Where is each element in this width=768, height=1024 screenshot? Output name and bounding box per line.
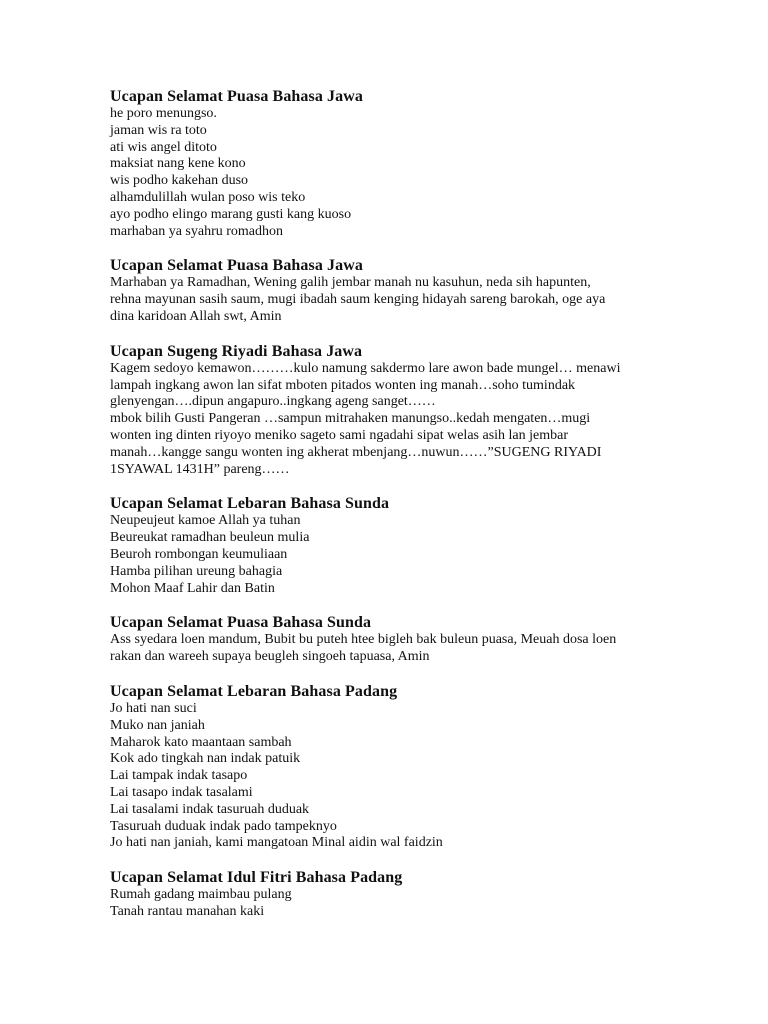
text-line: Hamba pilihan ureung bahagia: [110, 563, 283, 579]
text-line: Mohon Maaf Lahir dan Batin: [110, 580, 275, 596]
section-4: [110, 494, 710, 597]
text-line: alhamdulillah wulan poso wis teko: [110, 189, 306, 205]
section-title: Ucapan Selamat Puasa Bahasa Jawa: [110, 88, 364, 105]
section-title: Ucapan Selamat Puasa Bahasa Jawa: [110, 257, 364, 275]
section-title: Ucapan Selamat Idul Fitri Bahasa Padang: [110, 869, 403, 887]
text-line: Kok ado tingkah nan indak patuik: [110, 751, 301, 767]
text-line: Lai tasapo indak tasalami: [110, 784, 253, 800]
text-line: Jo hati nan janiah, kami mangatoan Minal aidin wal faidzin: [110, 835, 443, 851]
text-line: dina karidoan Allah swt, Amin: [110, 308, 282, 324]
text-line: Muko nan janiah: [110, 717, 205, 733]
section-title: Ucapan Selamat Puasa Bahasa Sunda: [110, 614, 372, 632]
text-line: manah…kangge sangu wonten ing akherat mbenjang…nuwun……”SUGENG RIYADI: [110, 444, 602, 460]
section-title: Ucapan Selamat Lebaran Bahasa Sunda: [110, 495, 390, 513]
text-line: wis podho kakehan duso: [110, 173, 249, 189]
section-7: [110, 868, 710, 921]
text-line: ati wis angel ditoto: [110, 139, 217, 155]
text-line: Rumah gadang maimbau pulang: [110, 887, 292, 903]
text-line: Maharok kato maantaan sambah: [110, 734, 292, 750]
section-title: Ucapan Selamat Lebaran Bahasa Padang: [110, 682, 398, 700]
text-line: Lai tampak indak tasapo: [110, 768, 248, 784]
text-line: mbok bilih Gusti Pangeran …sampun mitrahaken manungso..kedah mengaten…mugi: [110, 411, 591, 427]
text-line: he poro menungso.: [110, 106, 217, 121]
text-line: Tasuruah duduak indak pado tampeknyo: [110, 818, 337, 834]
section-2: [110, 256, 710, 325]
text-line: Neupeujeut kamoe Allah ya tuhan: [110, 513, 301, 529]
section-1: [110, 87, 710, 240]
text-line: maksiat nang kene kono: [110, 156, 246, 172]
text-line: wonten ing dinten riyoyo meniko sageto sami ngadahi sipat welas asih lan jembar: [110, 427, 569, 443]
text-line: Jo hati nan suci: [110, 700, 197, 716]
text-line: Ass syedara loen mandum, Bubit bu puteh htee bigleh bak buleun puasa, Meuah dosa loen: [110, 632, 617, 648]
text-line: rehna mayunan sasih saum, mugi ibadah saum kenging hidayah sareng barokah, oge aya: [110, 292, 606, 308]
text-line: Marhaban ya Ramadhan, Wening galih jembar manah nu kasuhun, neda sih hapunten,: [110, 275, 591, 291]
text-line: Beuroh rombongan keumuliaan: [110, 546, 288, 562]
text-line: marhaban ya syahru romadhon: [110, 223, 283, 239]
text-line: rakan dan wareeh supaya beugleh singoeh tapuasa, Amin: [110, 649, 430, 665]
text-line: Tanah rantau manahan kaki: [110, 903, 265, 919]
text-line: glenyengan….dipun angapuro..ingkang ageng sanget……: [110, 394, 436, 410]
section-3: [110, 342, 710, 479]
section-6: [110, 682, 710, 852]
text-line: Beureukat ramadhan beuleun mulia: [110, 530, 310, 546]
section-title: Ucapan Sugeng Riyadi Bahasa Jawa: [110, 342, 363, 360]
text-line: jaman wis ra toto: [110, 122, 207, 138]
text-line: lampah ingkang awon lan sifat mboten pitados wonten ing manah…soho tumindak: [110, 377, 576, 393]
text-line: Kagem sedoyo kemawon………kulo namung sakdermo lare awon bade mungel… menawi: [110, 360, 621, 376]
document-page: [110, 87, 710, 937]
text-line: ayo podho elingo marang gusti kang kuoso: [110, 206, 352, 222]
text-line: Lai tasalami indak tasuruah duduak: [110, 801, 310, 817]
section-5: [110, 613, 710, 666]
text-line: 1SYAWAL 1431H” pareng……: [110, 461, 290, 477]
